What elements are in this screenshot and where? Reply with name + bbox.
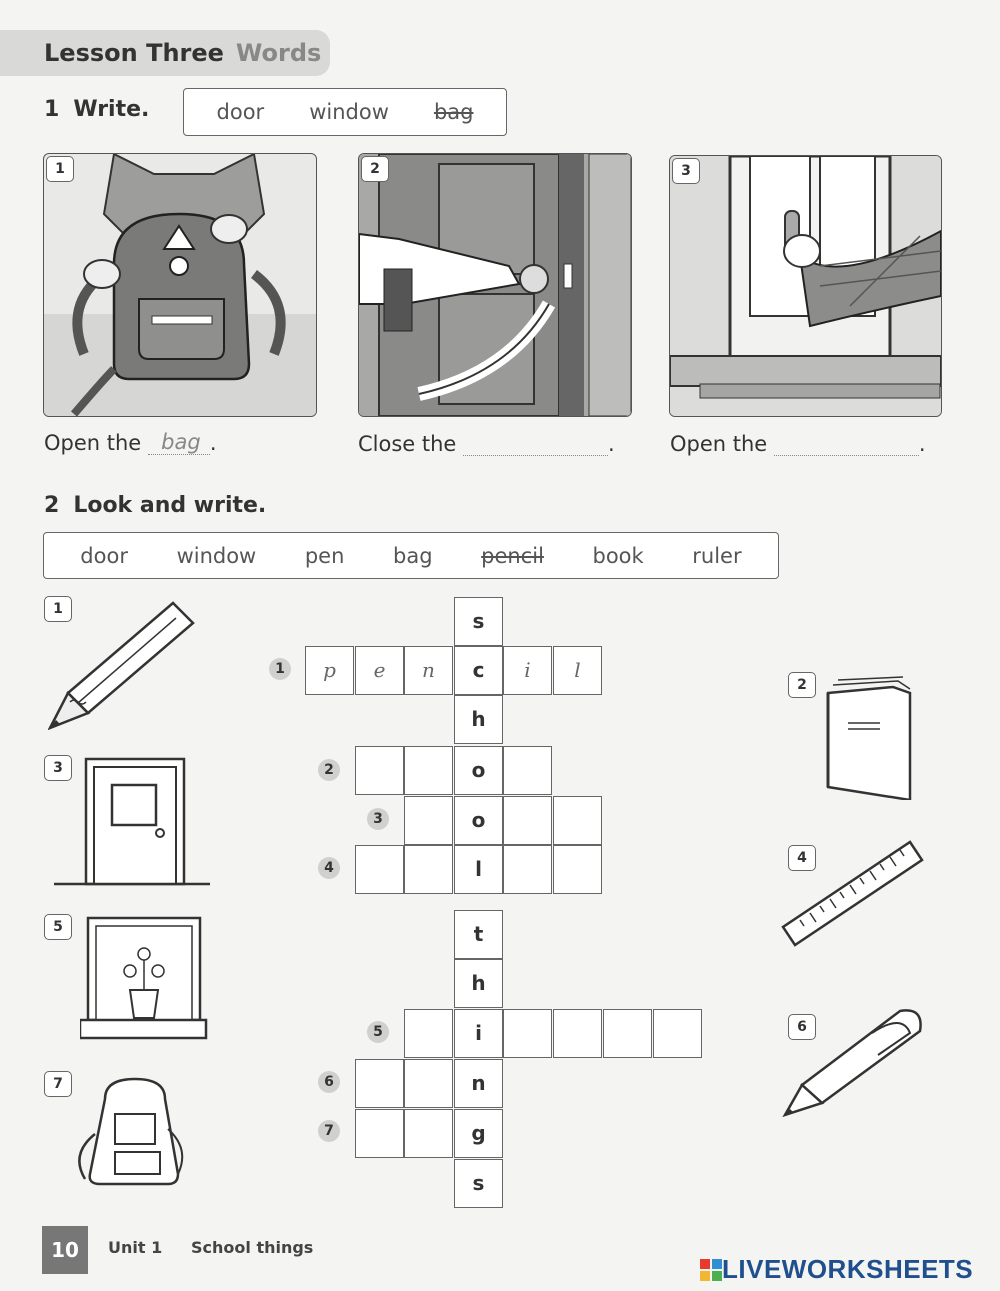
clue-number: 4 bbox=[318, 857, 340, 879]
window-illustration bbox=[670, 156, 941, 416]
crossword-key-cell: t bbox=[454, 910, 503, 959]
crossword-key-cell: h bbox=[454, 695, 503, 744]
word-bank-item: pen bbox=[304, 543, 345, 568]
crossword-cell[interactable] bbox=[503, 746, 552, 795]
footer-title: School things bbox=[191, 1238, 314, 1257]
crossword-cell[interactable]: l bbox=[553, 646, 602, 695]
section1-word-bank bbox=[183, 88, 507, 136]
word-bank-item: door bbox=[80, 543, 128, 568]
word-bank-item: ruler bbox=[692, 543, 742, 568]
door-icon bbox=[54, 757, 214, 887]
crossword-cell[interactable] bbox=[355, 1059, 404, 1108]
backpack-icon bbox=[60, 1074, 200, 1189]
crossword-cell[interactable] bbox=[404, 1009, 453, 1058]
crossword-cell[interactable] bbox=[553, 845, 602, 894]
picture-badge: 3 bbox=[672, 158, 700, 184]
pen-icon bbox=[782, 1003, 927, 1118]
crossword-key-cell: g bbox=[454, 1109, 503, 1158]
clue-number: 5 bbox=[367, 1021, 389, 1043]
backpack-illustration bbox=[44, 154, 316, 416]
word-bank-item: door bbox=[216, 100, 265, 124]
sentence-1: Open the bag . bbox=[44, 430, 217, 455]
crossword-cell[interactable] bbox=[404, 1109, 453, 1158]
section1-heading: 1 Write. bbox=[44, 97, 150, 122]
crossword-key-cell: n bbox=[454, 1059, 503, 1108]
crossword-key-cell: s bbox=[454, 597, 503, 646]
crossword-cell[interactable] bbox=[503, 1009, 552, 1058]
crossword-cell[interactable] bbox=[503, 796, 552, 845]
crossword-key-cell: s bbox=[454, 1159, 503, 1208]
crossword-cell[interactable] bbox=[603, 1009, 652, 1058]
crossword-key-cell: o bbox=[454, 796, 503, 845]
word-bank-item: window bbox=[176, 543, 257, 568]
lesson-header bbox=[0, 30, 330, 76]
answer-field[interactable] bbox=[774, 433, 919, 456]
crossword-key-cell: l bbox=[454, 845, 503, 894]
word-bank-item: bag bbox=[393, 543, 433, 568]
clue-number: 7 bbox=[318, 1120, 340, 1142]
picture-badge: 3 bbox=[44, 755, 72, 781]
picture-badge: 1 bbox=[44, 596, 72, 622]
picture-badge: 5 bbox=[44, 914, 72, 940]
page-number: 10 bbox=[42, 1226, 88, 1274]
crossword-cell[interactable]: p bbox=[305, 646, 354, 695]
picture-badge: 2 bbox=[361, 156, 389, 182]
picture-badge: 1 bbox=[46, 156, 74, 182]
picture-close-door bbox=[358, 153, 632, 417]
word-bank-item-struck: bag bbox=[433, 100, 474, 124]
brand-name: LIVEWORKSHEETS bbox=[722, 1254, 974, 1284]
crossword-cell[interactable] bbox=[404, 746, 453, 795]
sentence-3: Open the . bbox=[670, 432, 926, 456]
clue-number: 6 bbox=[318, 1071, 340, 1093]
window-icon bbox=[80, 916, 210, 1042]
crossword-cell[interactable]: e bbox=[355, 646, 404, 695]
crossword-cell[interactable] bbox=[404, 1059, 453, 1108]
crossword-key-cell: h bbox=[454, 959, 503, 1008]
footer-unit: Unit 1 bbox=[108, 1238, 163, 1257]
picture-badge: 6 bbox=[788, 1014, 816, 1040]
picture-badge: 2 bbox=[788, 672, 816, 698]
crossword-key-cell: c bbox=[454, 646, 503, 695]
crossword-cell[interactable] bbox=[553, 1009, 602, 1058]
picture-open-window bbox=[669, 155, 942, 417]
word-bank-item-struck: pencil bbox=[481, 543, 544, 568]
clue-number: 2 bbox=[318, 759, 340, 781]
section2-word-bank bbox=[43, 532, 779, 579]
picture-open-bag bbox=[43, 153, 317, 417]
lesson-topic: Words bbox=[235, 39, 322, 67]
crossword-cell[interactable] bbox=[553, 796, 602, 845]
word-bank-item: book bbox=[592, 543, 644, 568]
word-bank-item: window bbox=[309, 100, 389, 124]
crossword-cell[interactable] bbox=[355, 746, 404, 795]
crossword-cell[interactable] bbox=[355, 845, 404, 894]
lesson-title: Lesson Three bbox=[44, 39, 224, 67]
picture-badge: 7 bbox=[44, 1071, 72, 1097]
crossword-key-cell: i bbox=[454, 1009, 503, 1058]
crossword-cell[interactable] bbox=[653, 1009, 702, 1058]
sentence-2: Close the . bbox=[358, 432, 615, 456]
crossword-cell[interactable] bbox=[404, 845, 453, 894]
answer-field[interactable] bbox=[463, 433, 608, 456]
crossword-cell[interactable] bbox=[355, 1109, 404, 1158]
brand-logo bbox=[700, 1254, 973, 1285]
crossword-cell[interactable]: i bbox=[503, 646, 552, 695]
book-icon bbox=[818, 675, 918, 800]
section2-heading: 2 Look and write. bbox=[44, 493, 267, 518]
crossword-cell[interactable]: n bbox=[404, 646, 453, 695]
pencil-icon bbox=[48, 598, 198, 733]
ruler-icon bbox=[780, 840, 925, 950]
crossword-cell[interactable] bbox=[503, 845, 552, 894]
door-illustration bbox=[359, 154, 631, 416]
picture-badge: 4 bbox=[788, 845, 816, 871]
clue-number: 3 bbox=[367, 808, 389, 830]
clue-number: 1 bbox=[269, 658, 291, 680]
crossword-cell[interactable] bbox=[404, 796, 453, 845]
crossword-key-cell: o bbox=[454, 746, 503, 795]
answer-field[interactable]: bag bbox=[148, 430, 210, 455]
brand-grid-icon bbox=[700, 1259, 722, 1281]
